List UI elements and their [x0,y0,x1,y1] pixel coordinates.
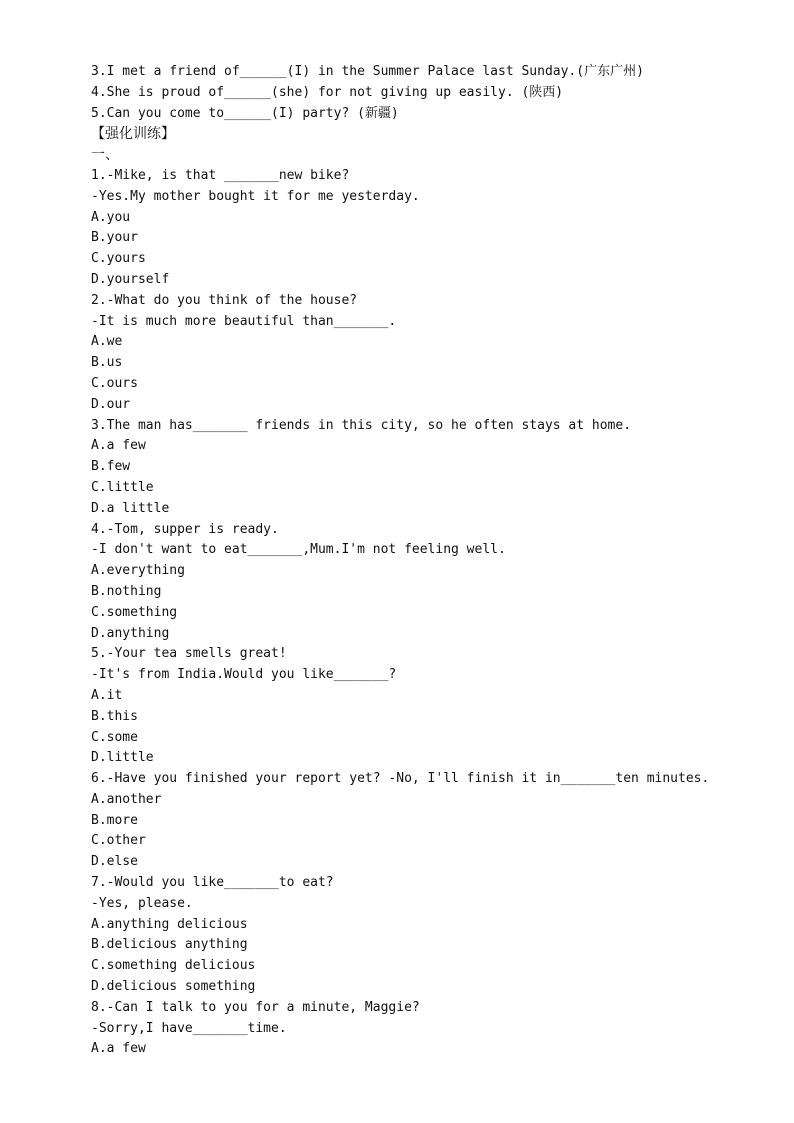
answer-option: C.yours [91,251,146,267]
answer-option: B.few [91,459,131,475]
answer-option: C.ours [91,375,138,391]
dialogue-text: -Yes, please. [91,895,193,911]
section-number: 一、 [91,147,119,164]
answer-option: A.everything [91,563,185,579]
answer-option: A.we [91,334,123,350]
answer-option: C.some [91,729,138,745]
dialogue-text: -Yes.My mother bought it for me yesterday. [91,188,420,204]
answer-option: B.this [91,708,138,724]
answer-option: B.more [91,812,138,828]
answer-option: D.our [91,396,131,412]
answer-option: D.a little [91,500,170,516]
dialogue-text: -It is much more beautiful than_______. [91,313,397,329]
answer-option: D.little [91,750,154,766]
answer-option: A.it [91,687,123,703]
answer-option: C.other [91,833,146,849]
question-text: 4.She is proud of______(she) for not giving up easily. (陕西) [91,84,564,100]
question-text: 7.-Would you like_______to eat? [91,875,334,891]
dialogue-text: -Sorry,I have_______time. [91,1020,287,1036]
answer-option: A.anything delicious [91,916,248,932]
answer-option: B.us [91,355,123,371]
question-text: 3.The man has_______ friends in this city, so he often stays at home. [91,417,632,433]
section-heading: 【强化训练】 [91,126,175,143]
answer-option: A.a few [91,438,146,454]
question-text: 2.-What do you think of the house? [91,292,358,308]
dialogue-text: -I don't want to eat_______,Mum.I'm not feeling well. [91,542,506,558]
question-text: 8.-Can I talk to you for a minute, Maggie? [91,999,420,1015]
question-text: 3.I met a friend of______(I) in the Summer Palace last Sunday.(广东广州) [91,64,644,79]
question-text: 1.-Mike, is that _______new bike? [91,167,350,183]
dialogue-text: -It's from India.Would you like_______? [91,667,397,683]
answer-option: C.little [91,479,154,495]
answer-option: A.a few [91,1041,146,1057]
answer-option: B.your [91,230,138,246]
answer-option: C.something delicious [91,958,256,974]
answer-option: D.delicious something [91,979,256,995]
question-text: 4.-Tom, supper is ready. [91,521,279,537]
answer-option: B.nothing [91,583,162,599]
document-page [91,62,751,1060]
question-text: 6.-Have you finished your report yet? -No, I'll finish it in_______ten minutes. [91,771,710,787]
answer-option: D.yourself [91,271,170,287]
answer-option: D.else [91,854,138,870]
question-text: 5.Can you come to______(I) party? (新疆) [91,105,399,121]
answer-option: C.something [91,604,178,620]
answer-option: B.delicious anything [91,937,248,953]
question-text: 5.-Your tea smells great! [91,646,287,662]
answer-option: A.another [91,791,162,807]
answer-option: D.anything [91,625,170,641]
answer-option: A.you [91,209,131,225]
